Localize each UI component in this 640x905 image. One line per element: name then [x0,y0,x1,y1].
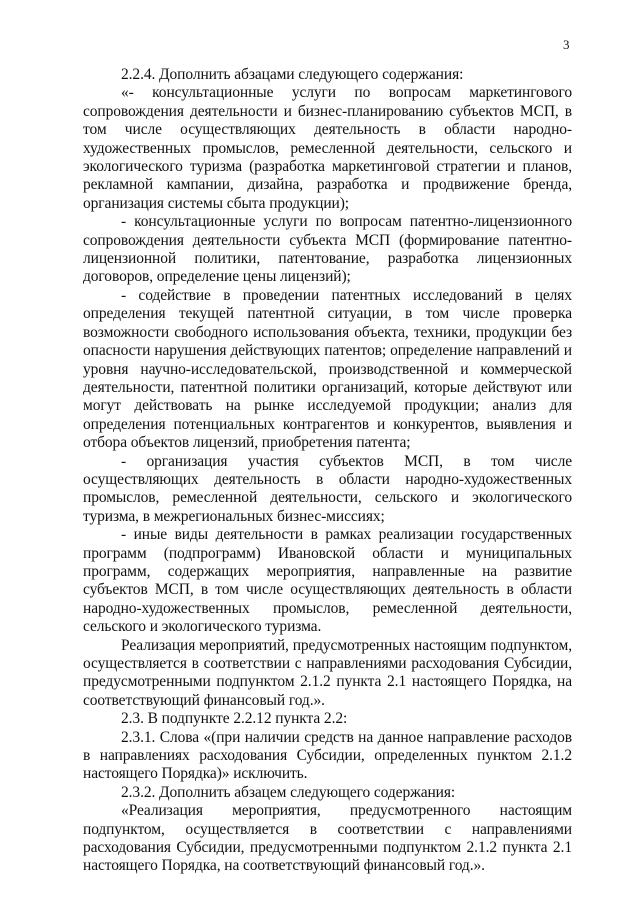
paragraph-2-3-1: 2.3.1. Слова «(при наличии средств на данное направление расходов в направлениях расходования Субсидии, определенных пунктом 2.1.2 настоящего Порядка)» исключить. [83,728,572,783]
paragraph-2-2-4-heading: 2.2.4. Дополнить абзацами следующего содержания: [121,66,464,83]
paragraph-final-quote: «Реализация мероприятия, предусмотренного настоящим подпунктом, осуществляется в соответствии с направлениями расходования Субсидии, предусмотренными подпунктом 2.1.2 пункта 2.1 настоящего Порядка, на соответствующий финансовый год.». [83,802,572,875]
paragraph-patent-research: - содействие в проведении патентных исследований в целях определения текущей патентной ситуации, в том числе проверка возможности свободного использования объекта, техники, продукции без опасности нарушения действующих патентов; определение направлений и уровня научно-исследовательской, производственной и коммерческой деятельности, патентной политики организаций, которые действуют или могут действовать на рынке исследуемой продукции; анализ для определения потенциальных контрагентов и конкурентов, выявления и отбора объектов лицензий, приобретения патента; [83,286,572,452]
paragraph-business-missions: - организация участия субъектов МСП, в том числе осуществляющих деятельность в области народно-художественных промыслов, ремесленной деятельности, сельского и экологического туризма, в межрегиональных бизнес-миссиях; [83,452,572,525]
document-body [83,66,572,876]
paragraph-2-3-2: 2.3.2. Дополнить абзацем следующего содержания: [121,783,456,801]
paragraph-marketing-consulting: «- консультационные услуги по вопросам маркетингового сопровождения деятельности и бизнес-планированию субъектов МСП, в том числе осуществляющих деятельность в области народно-художественных промыслов, ремесленной деятельности, сельского и экологического туризма (разработка маркетинговой стратегии и планов, рекламной кампании, дизайна, разработка и продвижение бренда, организация системы сбыта продукции); [83,84,572,212]
paragraph-other-activities: - иные виды деятельности в рамках реализации государственных программ (подпрограмм) Ивановской области и муниципальных программ, содержащих мероприятия, направленные на развитие субъектов МСП, в том числе осуществляющих деятельность в области народно-художественных промыслов, ремесленной деятельности, сельского и экологического туризма. [83,526,572,636]
paragraph-2-3-heading: 2.3. В подпункте 2.2.12 пункта 2.2: [121,710,348,728]
paragraph-implementation-note: Реализация мероприятий, предусмотренных настоящим подпунктом, осуществляется в соответствии с направлениями расходования Субсидии, предусмотренными подпунктом 2.1.2 пункта 2.1 настоящего Порядка, на соответствующий финансовый год.». [83,636,572,709]
page-number: 3 [563,37,570,52]
paragraph-patent-consulting: - консультационные услуги по вопросам патентно-лицензионного сопровождения деятельности субъекта МСП (формирование патентно-лицензионной политики, патентование, разработка лицензионных договоров, определение цены лицензий); [83,213,572,286]
